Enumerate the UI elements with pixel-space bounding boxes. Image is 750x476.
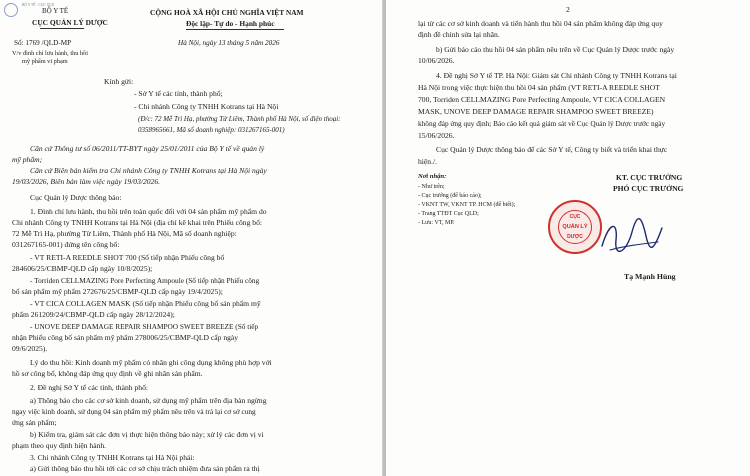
para1-line-3: 72 Mễ Trì Hạ, phường Từ Liêm, Thành phố Hà Nội, Mã số doanh nghiệp: [12, 229, 237, 238]
product-3-line-2: phẩm 261209/24/CBMP-QLD cấp ngày 28/12/2024); [12, 310, 175, 319]
para1-line-4: 031267165-001) đứng tên công bố: [12, 240, 120, 249]
cont-line-3: b) Gửi báo cáo thu hồi 04 sản phẩm nêu trên về Cục Quản lý Dược trước ngày [436, 45, 675, 54]
product-2-line-2: bố sản phẩm mỹ phẩm 272676/25/CBMP-QLD cấp ngày 19/4/2025); [12, 287, 223, 296]
incoming-stamp [4, 3, 18, 17]
official-seal [548, 200, 602, 254]
motto: Độc lập- Tự do - Hạnh phúc [186, 19, 275, 28]
para4-line-4: MASK, UNOVE DEEP DAMAGE REPAIR SHAMPOO SWEET BREEZE) [418, 107, 654, 116]
basis-line-4: 19/03/2026, Biên bản làm việc ngày 19/03/2026. [12, 177, 161, 186]
para1-line-2: Chi nhánh Công ty TNHH Kotrans tại Hà Nội (địa chỉ kê khai trên Phiếu công bố: [12, 218, 262, 227]
address-line-2: 0358965661, Mã số doanh nghiệp: 031267165-001) [138, 126, 285, 134]
para4-line-2: Hà Nội trong việc thực hiện thu hồi 04 sản phẩm (VT RETI-A REEDLE SHOT [418, 83, 660, 92]
seal-text-middle: QUẢN LÝ [562, 224, 588, 230]
para4-line-3: 700, Torriden CELLMAZING Pore Perfecting Ampoule, VT CICA COLLAGEN [418, 95, 666, 104]
recipient-1: - Sở Y tế các tỉnh, thành phố; [134, 89, 223, 98]
recipient-list-5: - Lưu: VT, MP. [418, 220, 455, 226]
product-2-line-1: - Torriden CELLMAZING Pore Perfecting Ampoule (Số tiếp nhận Phiếu công [30, 276, 260, 285]
recipients-label: Nơi nhận: [418, 173, 447, 180]
doc-number: Số: 1769 /QLD-MP [14, 39, 72, 47]
subject-line-1: V/v đình chỉ lưu hành, thu hồi [12, 50, 88, 57]
para2a-line-1: a) Thông báo cho các cơ sở kinh doanh, sử dụng mỹ phẩm trên địa bàn ngừng [30, 396, 267, 405]
recipient-2: - Chi nhánh Công ty TNHH Kotrans tại Hà Nội [134, 102, 279, 111]
para2b-line-2: phạm theo quy định hiện hành. [12, 441, 107, 450]
para4-line-6: 15/06/2026. [418, 131, 455, 140]
product-4-line-2: nhận Phiếu công bố sản phẩm mỹ phẩm 278006/25/CBMP-QLD cấp ngày [12, 333, 239, 342]
agency-name: CỤC QUẢN LÝ DƯỢC [32, 18, 108, 27]
para1-line-1: 1. Đình chỉ lưu hành, thu hồi trên toàn quốc đối với 04 sản phẩm mỹ phẩm do [30, 207, 267, 216]
ministry-name: BỘ Y TẾ [42, 7, 69, 15]
para4-line-1: 4. Đề nghị Sở Y tế TP. Hà Nội: Giám sát Chi nhánh Công ty TNHH Kotrans tại [436, 71, 677, 80]
signature-title-1: KT. CỤC TRƯỞNG [616, 173, 683, 182]
recipient-list-4: - Trang TTĐT Cục QLD; [418, 211, 479, 217]
subject-line-2: mỹ phẩm vi phạm [22, 58, 68, 65]
recipient-list-2: - Cục trưởng (để báo cáo); [418, 193, 482, 199]
product-4-line-3: 09/6/2025). [12, 344, 48, 353]
product-1-line-1: - VT RETI-A REEDLE SHOT 700 (Số tiếp nhận Phiếu công bố [30, 253, 225, 262]
reason-line-1: Lý do thu hồi: Kinh doanh mỹ phẩm có nhãn ghi công dụng không phù hợp với [30, 358, 272, 367]
product-1-line-2: 284606/25/CBMP-QLD cấp ngày 10/8/2025); [12, 264, 153, 273]
recipient-list-1: - Như trên; [418, 184, 445, 190]
para4-line-5: không đáp ứng quy định; Báo cáo kết quả giám sát về Cục Quản lý Dược trước ngày [418, 119, 666, 128]
product-4-line-1: - UNOVE DEEP DAMAGE REPAIR SHAMPOO SWEET BREEZE (Số tiếp [30, 322, 259, 331]
closing-line-1: Cục Quản lý Dược thông báo để các Sở Y tế, Công ty biết và triển khai thực [436, 145, 668, 154]
signer-name: Tạ Mạnh Hùng [624, 272, 676, 281]
cont-line-1: lại từ các cơ sở kinh doanh và tiến hành thu hồi 04 sản phẩm không đáp ứng quy [418, 19, 663, 28]
motto-underline [186, 29, 284, 30]
reason-line-2: hồ sơ công bố, không đáp ứng quy định về ghi nhãn sản phẩm. [12, 369, 203, 378]
basis-line-1: Căn cứ Thông tư số 06/2011/TT-BYT ngày 25/01/2011 của Bộ Y tế về quản lý [30, 144, 265, 153]
issue-date: Hà Nội, ngày 13 tháng 5 năm 2026 [178, 39, 280, 47]
para2b-line-1: b) Kiểm tra, giám sát các đơn vị thực hiện thông báo này; xử lý các đơn vị vi [30, 430, 264, 439]
product-3-line-1: - VT CICA COLLAGEN MASK (Số tiếp nhận Phiếu công bố sản phẩm mỹ [30, 299, 261, 308]
seal-text-top: CỤC [569, 214, 581, 220]
para2-heading: 2. Đề nghị Sở Y tế các tỉnh, thành phố: [30, 383, 148, 392]
country-header: CỘNG HOÀ XÃ HỘI CHỦ NGHĨA VIỆT NAM [150, 8, 304, 17]
cont-line-4: 10/06/2026. [418, 56, 455, 65]
notice-heading: Cục Quản lý Dược thông báo: [30, 193, 122, 202]
page-number: 2 [566, 5, 570, 14]
para3-heading: 3. Chi nhánh Công ty TNHH Kotrans tại Hà Nội phải: [30, 453, 195, 462]
basis-line-3: Căn cứ Biên bản kiểm tra Chi nhánh Công ty TNHH Kotrans tại Hà Nội ngày [30, 166, 267, 175]
basis-line-2: mỹ phẩm; [12, 155, 43, 164]
cont-line-2: định đề chỉnh sửa lại nhãn. [418, 30, 500, 39]
recipient-list-3: - VKNT TW, VKNT TP. HCM (để biết); [418, 202, 516, 208]
handwritten-signature [596, 210, 666, 260]
greeting: Kính gửi: [104, 77, 134, 86]
para2a-line-3: ứng sản phẩm; [12, 418, 57, 427]
agency-underline [40, 28, 84, 29]
address-line-1: (Đ/c: 72 Mễ Trì Hạ, phường Từ Liêm, Thành phố Hà Nội, số điện thoại: [138, 115, 341, 123]
incoming-stamp-label: BỘ Y TẾ · CỤC QLD [22, 3, 55, 7]
para2a-line-2: ngay việc kinh doanh, sử dụng 04 sản phẩm mỹ phẩm nêu trên và trả lại cơ sở cung [12, 407, 256, 416]
para3a-line-1: a) Gửi thông báo thu hồi tới các cơ sở chịu trách nhiệm đưa sản phẩm ra thị [30, 464, 260, 473]
seal-text-bottom: DƯỢC [567, 234, 583, 240]
signature-title-2: PHÓ CỤC TRƯỞNG [613, 184, 684, 193]
closing-line-2: hiện./. [418, 157, 437, 166]
